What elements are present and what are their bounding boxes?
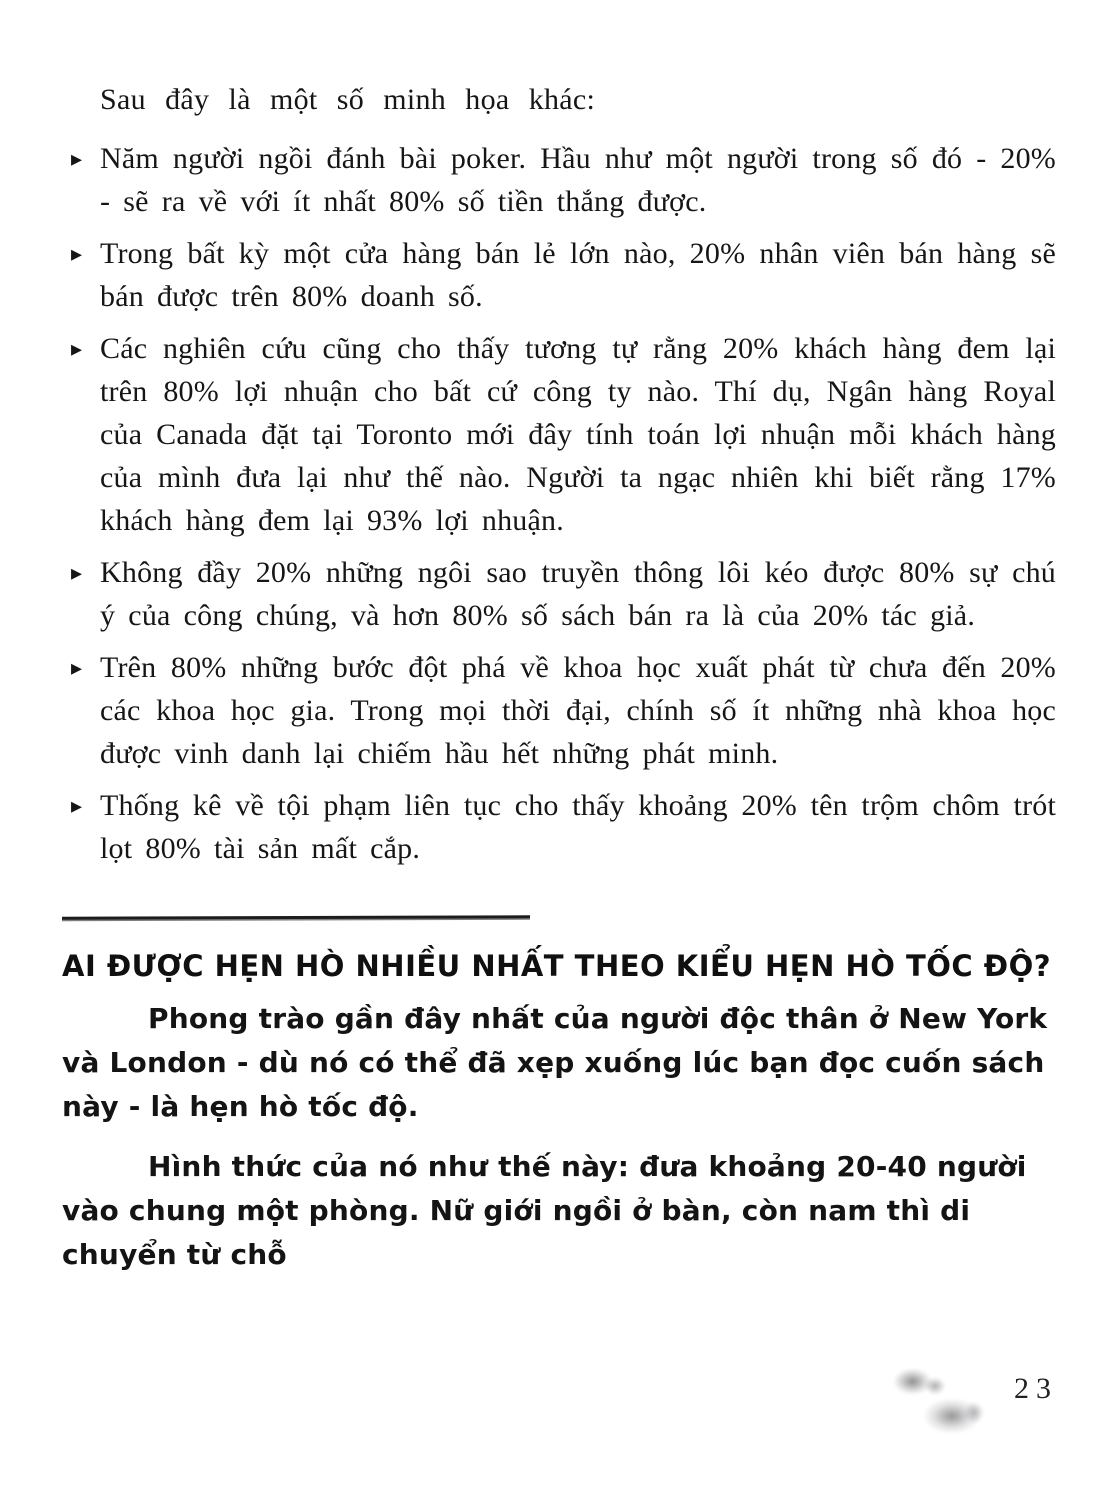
ink-smudge xyxy=(923,1398,987,1434)
triangle-bullet-icon: ▸ xyxy=(71,337,83,362)
paragraph: Hình thức của nó như thế này: đưa khoảng 20-40 người vào chung một phòng. Nữ giới ngồi ở bàn, còn nam thì di chuyển từ chỗ xyxy=(62,1150,1027,1271)
triangle-bullet-icon: ▸ xyxy=(71,147,83,172)
bullet-text: Các nghiên cứu cũng cho thấy tương tự rằng 20% khách hàng đem lại trên 80% lợi nhuận cho bất cứ công ty nào. Thí dụ, Ngân hàng Royal của Canada đặt tại Toronto mới đây tính toán lợi nhuận mỗi khách hàng của mình đưa lại như thế nào. Người ta ngạc nhiên khi biết rằng 17% khách hàng đem lại 93% lợi nhuận. xyxy=(100,332,1056,537)
list-item xyxy=(62,137,1056,223)
page-number: 23 xyxy=(1014,1372,1058,1405)
bullet-text: Trong bất kỳ một cửa hàng bán lẻ lớn nào, 20% nhân viên bán hàng sẽ bán được trên 80% doanh số. xyxy=(100,237,1056,313)
intro-paragraph: Sau đây là một số minh họa khác: xyxy=(100,83,596,116)
list-item xyxy=(62,551,1056,637)
paragraph: Phong trào gần đây nhất của người độc thân ở New York và London - dù nó có thể đã xẹp xuống lúc bạn đọc cuốn sách này - là hẹn hò tốc độ. xyxy=(62,1002,1048,1123)
triangle-bullet-icon: ▸ xyxy=(71,242,83,267)
section-heading: AI ĐƯỢC HẸN HÒ NHIỀU NHẤT THEO KIỂU HẸN HÒ TỐC ĐỘ? xyxy=(62,949,1052,983)
list-item xyxy=(62,784,1056,870)
bullet-text: Năm người ngồi đánh bài poker. Hầu như một người trong số đó - 20% - sẽ ra về với ít nhất 80% số tiền thắng được. xyxy=(100,142,1056,218)
section-divider xyxy=(62,915,530,919)
bullet-text: Thống kê về tội phạm liên tục cho thấy khoảng 20% tên trộm chôm trót lọt 80% tài sản mất cắp. xyxy=(100,789,1056,865)
list-item xyxy=(62,327,1056,542)
ink-smudge xyxy=(893,1368,949,1398)
list-item xyxy=(62,232,1056,318)
list-item xyxy=(62,646,1056,775)
triangle-bullet-icon: ▸ xyxy=(71,656,83,681)
bullet-text: Trên 80% những bước đột phá về khoa học xuất phát từ chưa đến 20% các khoa học gia. Trong mọi thời đại, chính số ít những nhà khoa học được vinh danh lại chiếm hầu hết những phát minh. xyxy=(100,651,1056,770)
triangle-bullet-icon: ▸ xyxy=(71,561,83,586)
bullet-text: Không đầy 20% những ngôi sao truyền thông lôi kéo được 80% sự chú ý của công chúng, và hơn 80% số sách bán ra là của 20% tác giả. xyxy=(100,556,1056,632)
triangle-bullet-icon: ▸ xyxy=(71,794,83,819)
bullet-list xyxy=(62,137,1056,870)
